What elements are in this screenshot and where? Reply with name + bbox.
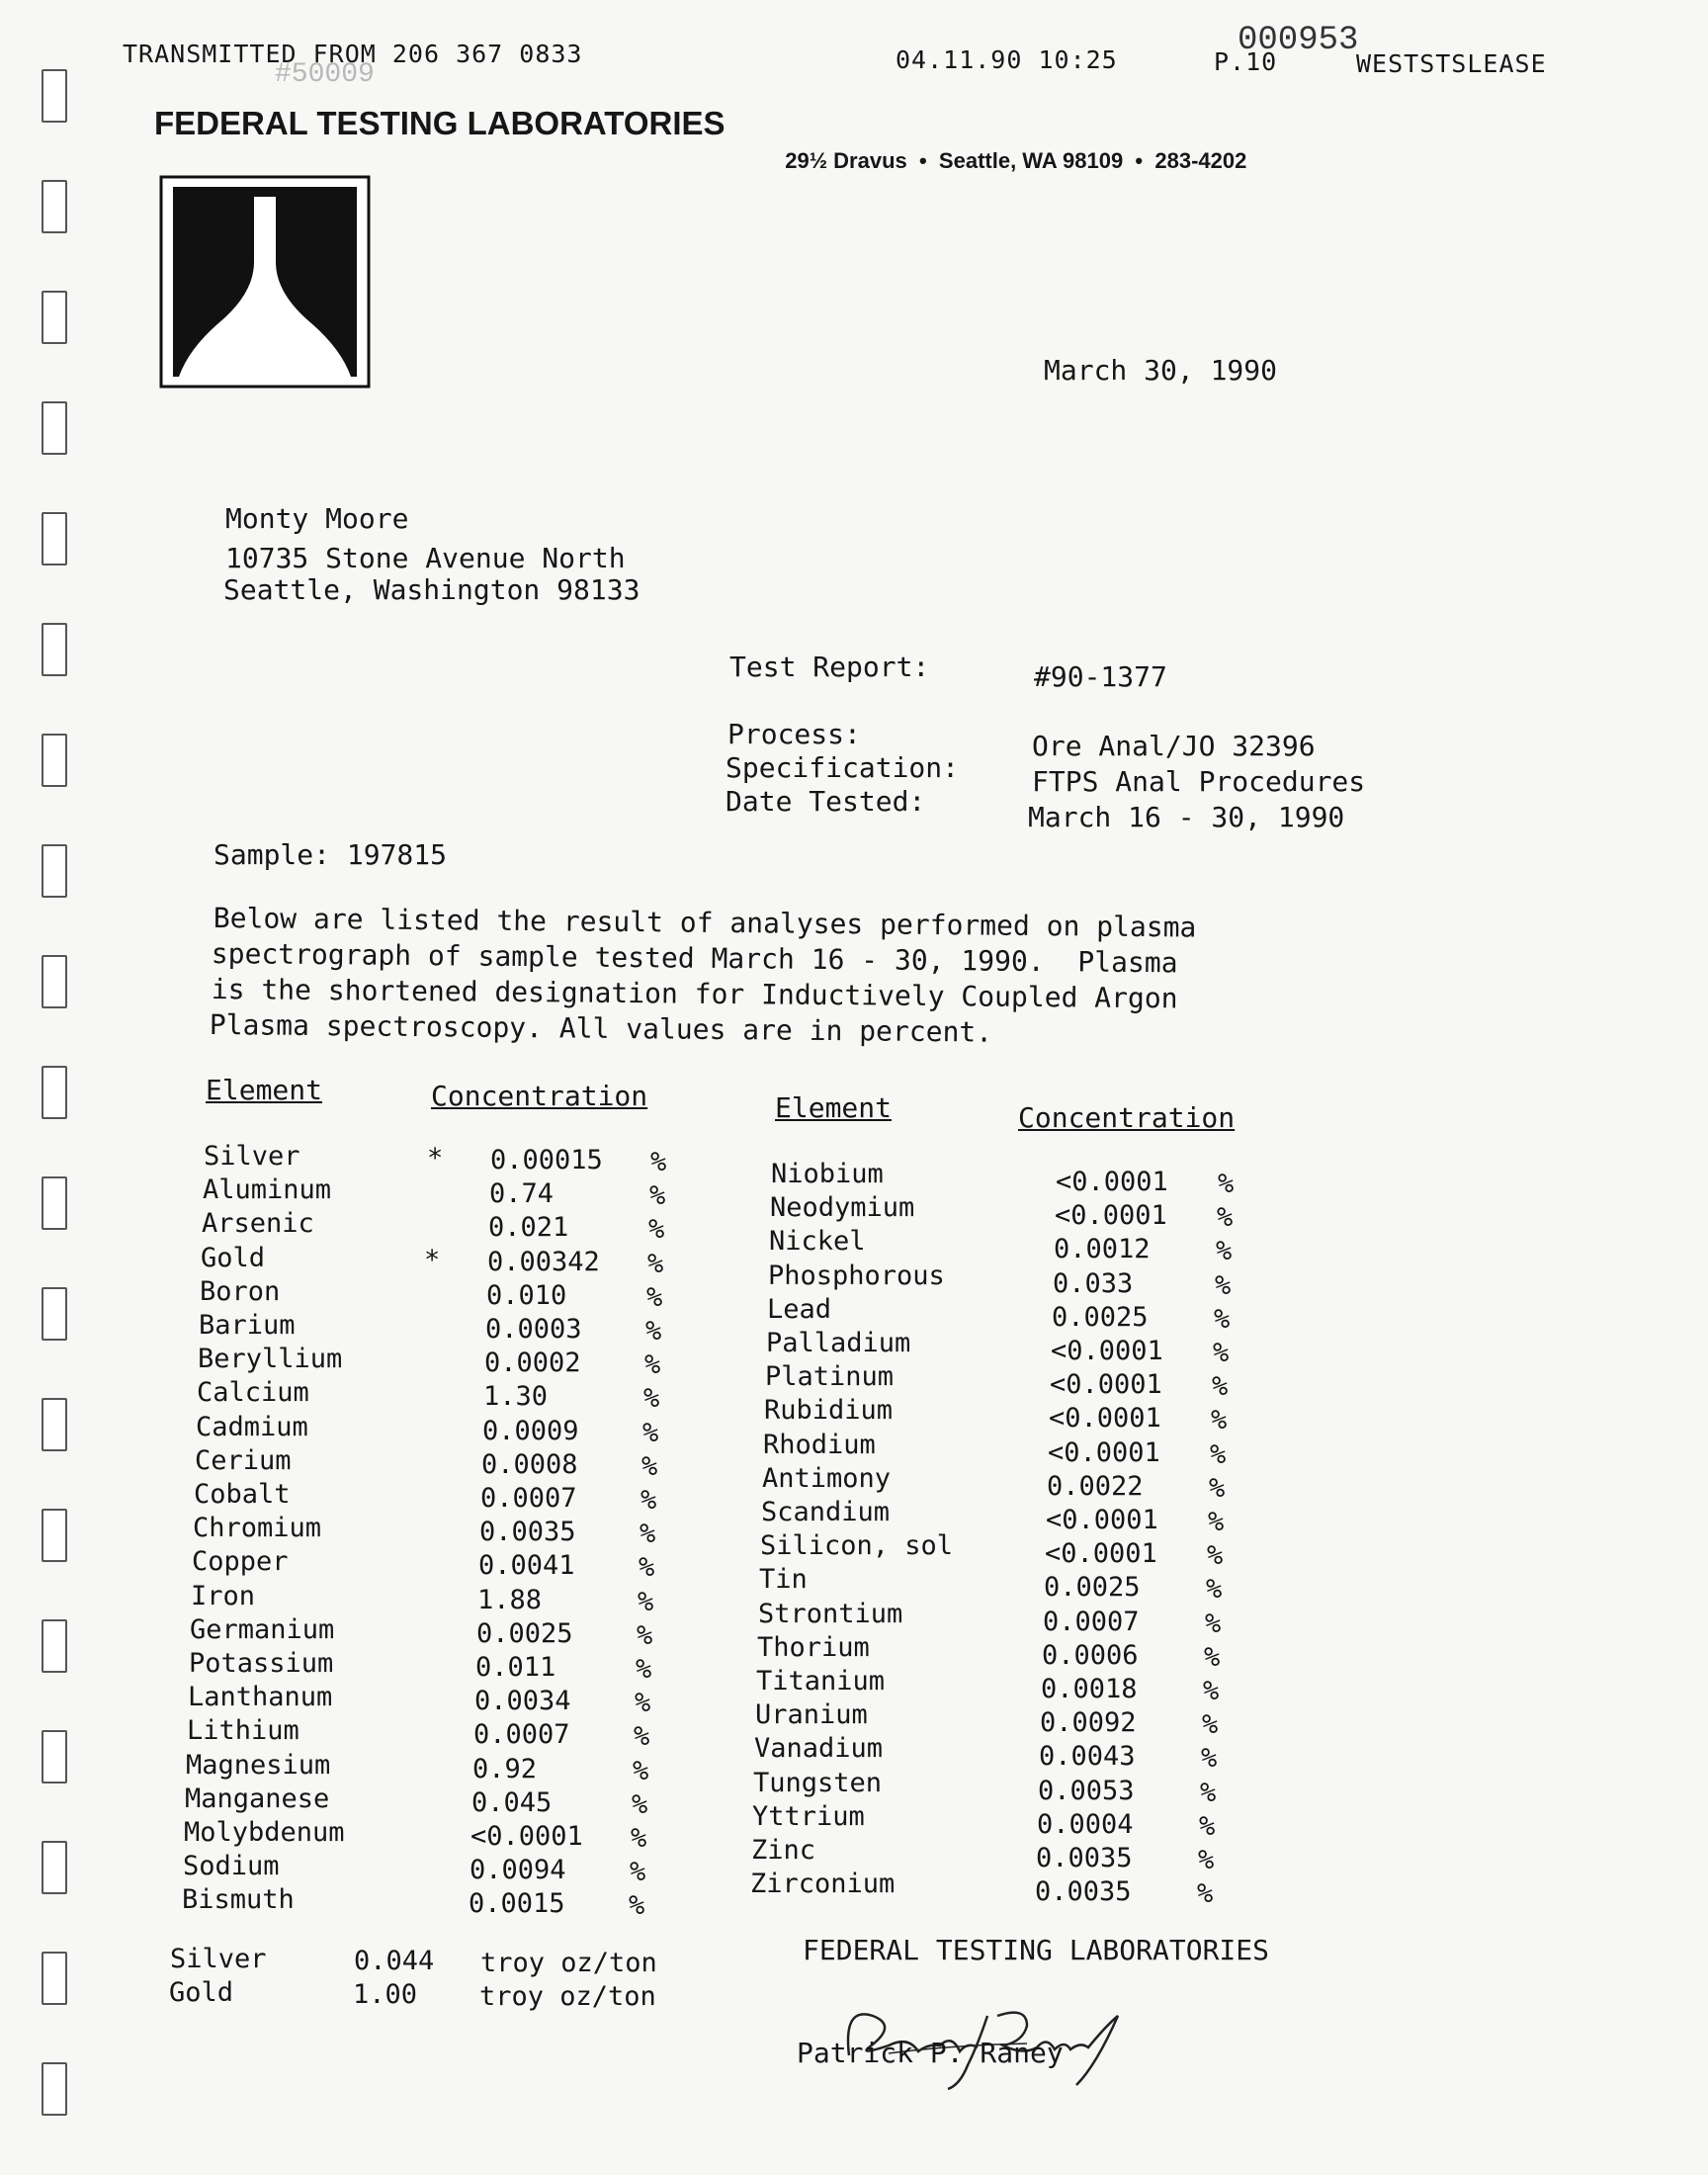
intro-line: Plasma spectroscopy. All values are in percent. bbox=[209, 1008, 993, 1049]
element-name: Zirconium bbox=[750, 1869, 896, 1900]
percent-unit: % bbox=[635, 1688, 651, 1719]
header-element-right: Element bbox=[775, 1091, 893, 1124]
percent-unit: % bbox=[1211, 1405, 1228, 1436]
element-name: Arsenic bbox=[202, 1208, 314, 1240]
element-name: Niobium bbox=[771, 1159, 884, 1189]
percent-unit: % bbox=[646, 1281, 663, 1313]
flag-mark: * bbox=[427, 1143, 444, 1174]
concentration-value: <0.0001 bbox=[1056, 1167, 1168, 1197]
concentration-value: 0.0007 bbox=[480, 1483, 577, 1514]
element-name: Iron bbox=[191, 1580, 256, 1611]
percent-unit: % bbox=[1215, 1269, 1232, 1301]
percent-unit: % bbox=[636, 1654, 652, 1685]
faint-number: #50009 bbox=[275, 59, 375, 90]
element-name: Molybdenum bbox=[184, 1817, 345, 1848]
concentration-value: 0.0025 bbox=[476, 1617, 573, 1649]
header-concentration-right: Concentration bbox=[1018, 1101, 1236, 1134]
concentration-value: 0.0006 bbox=[1042, 1639, 1139, 1671]
concentration-value: 0.0025 bbox=[1044, 1572, 1141, 1604]
percent-unit: % bbox=[1205, 1608, 1222, 1639]
element-name: Boron bbox=[200, 1275, 281, 1307]
element-name: Silicon, sol bbox=[760, 1530, 954, 1562]
element-name: Germanium bbox=[190, 1613, 335, 1645]
concentration-value: 1.88 bbox=[477, 1584, 543, 1615]
percent-unit: % bbox=[1197, 1878, 1214, 1910]
percent-unit: % bbox=[1200, 1777, 1217, 1808]
feed-hole bbox=[42, 1619, 67, 1673]
percent-unit: % bbox=[631, 1823, 647, 1854]
feed-hole bbox=[42, 1841, 67, 1894]
percent-unit: % bbox=[650, 1147, 667, 1177]
concentration-value: 0.74 bbox=[489, 1178, 555, 1210]
bullet-2: • bbox=[1123, 148, 1155, 173]
signature-company: FEDERAL TESTING LABORATORIES bbox=[803, 1934, 1270, 1966]
percent-unit: % bbox=[1206, 1574, 1223, 1606]
concentration-value: 0.0053 bbox=[1038, 1775, 1135, 1806]
flag-mark: * bbox=[424, 1244, 441, 1275]
letter-date: March 30, 1990 bbox=[1044, 354, 1278, 387]
stamp-number: 000953 bbox=[1238, 22, 1359, 59]
percent-unit: % bbox=[640, 1519, 656, 1550]
percent-unit: % bbox=[639, 1552, 655, 1584]
element-name: Tin bbox=[759, 1564, 808, 1596]
recipient-name: Monty Moore bbox=[225, 502, 409, 535]
concentration-value: 0.92 bbox=[472, 1753, 538, 1784]
percent-unit: % bbox=[1209, 1472, 1226, 1504]
percent-unit: % bbox=[644, 1349, 661, 1381]
specification-value: FTPS Anal Procedures bbox=[1032, 765, 1366, 798]
concentration-value: 0.0002 bbox=[484, 1348, 581, 1379]
concentration-value: 0.010 bbox=[486, 1279, 567, 1311]
element-name: Antimony bbox=[762, 1462, 892, 1494]
intro-line: Below are listed the result of analyses performed on plasma bbox=[213, 902, 1197, 944]
percent-unit: % bbox=[633, 1755, 649, 1786]
feed-hole bbox=[42, 291, 67, 344]
percent-unit: % bbox=[1202, 1709, 1219, 1741]
concentration-value: 0.00342 bbox=[487, 1246, 600, 1277]
concentration-value: 0.0003 bbox=[485, 1314, 582, 1345]
letterhead-address bbox=[773, 123, 1246, 174]
concentration-value: 0.0015 bbox=[469, 1888, 565, 1920]
letterhead-city: Seattle, WA 98109 bbox=[938, 148, 1124, 173]
element-name: Chromium bbox=[193, 1513, 322, 1544]
percent-unit: % bbox=[1203, 1676, 1220, 1706]
troy-element: Gold bbox=[169, 1977, 234, 2008]
concentration-value: 0.0018 bbox=[1041, 1674, 1138, 1704]
troy-element: Silver bbox=[170, 1944, 267, 1974]
percent-unit: % bbox=[640, 1485, 657, 1516]
element-name: Lithium bbox=[187, 1715, 299, 1747]
concentration-value: 0.0012 bbox=[1054, 1234, 1151, 1265]
element-name: Lanthanum bbox=[188, 1682, 333, 1713]
percent-unit: % bbox=[1208, 1507, 1225, 1537]
element-name: Rubidium bbox=[764, 1395, 894, 1427]
concentration-value: <0.0001 bbox=[1048, 1436, 1160, 1468]
concentration-value: <0.0001 bbox=[1051, 1336, 1163, 1366]
concentration-value: 1.30 bbox=[483, 1381, 549, 1413]
feed-hole bbox=[42, 69, 67, 123]
element-name: Potassium bbox=[189, 1648, 334, 1679]
percent-unit: % bbox=[634, 1721, 650, 1753]
date-tested-label: Date Tested: bbox=[726, 785, 926, 818]
feed-hole bbox=[42, 1509, 67, 1562]
concentration-value: 0.0025 bbox=[1052, 1301, 1149, 1333]
element-name: Thorium bbox=[757, 1631, 870, 1663]
element-name: Silver bbox=[204, 1141, 300, 1172]
percent-unit: % bbox=[1199, 1810, 1216, 1842]
feed-hole bbox=[42, 844, 67, 898]
troy-unit: troy oz/ton bbox=[479, 1981, 656, 2012]
concentration-value: 0.0041 bbox=[478, 1550, 575, 1582]
concentration-value: 0.0043 bbox=[1039, 1741, 1136, 1773]
element-name: Tungsten bbox=[753, 1767, 883, 1798]
fax-page: P.10 bbox=[1214, 47, 1278, 76]
concentration-value: <0.0001 bbox=[1050, 1369, 1162, 1401]
concentration-value: 0.0092 bbox=[1040, 1707, 1137, 1739]
bullet-1: • bbox=[906, 148, 939, 173]
signer-name: Patrick P. Raney bbox=[797, 2037, 1064, 2069]
concentration-value: 0.00015 bbox=[490, 1145, 603, 1175]
element-name: Yttrium bbox=[752, 1800, 865, 1832]
feed-hole bbox=[42, 1952, 67, 2005]
percent-unit: % bbox=[1213, 1338, 1230, 1368]
element-name: Gold bbox=[201, 1242, 266, 1273]
element-name: Cobalt bbox=[194, 1479, 291, 1510]
element-name: Sodium bbox=[183, 1851, 280, 1882]
element-name: Zinc bbox=[751, 1835, 816, 1866]
feed-hole bbox=[42, 1730, 67, 1784]
concentration-value: 0.033 bbox=[1053, 1267, 1134, 1299]
percent-unit: % bbox=[1210, 1438, 1227, 1470]
feed-hole bbox=[42, 180, 67, 233]
percent-unit: % bbox=[1216, 1236, 1233, 1267]
element-name: Platinum bbox=[765, 1361, 895, 1393]
concentration-value: <0.0001 bbox=[1049, 1403, 1161, 1435]
specification-label: Specification: bbox=[726, 751, 960, 784]
letterhead-street: 29½ Dravus bbox=[785, 148, 907, 173]
percent-unit: % bbox=[1207, 1540, 1224, 1572]
percent-unit: % bbox=[1198, 1845, 1215, 1875]
percent-unit: % bbox=[647, 1248, 664, 1279]
letterhead-phone: 283-4202 bbox=[1154, 148, 1247, 173]
percent-unit: % bbox=[638, 1586, 654, 1617]
concentration-value: 0.0035 bbox=[479, 1517, 576, 1548]
fax-datetime: 04.11.90 10:25 bbox=[896, 45, 1118, 74]
recipient-street: 10735 Stone Avenue North bbox=[225, 542, 626, 574]
concentration-value: <0.0001 bbox=[470, 1821, 583, 1852]
percent-unit: % bbox=[645, 1316, 662, 1347]
flask-logo-icon bbox=[159, 175, 371, 389]
element-name: Strontium bbox=[758, 1598, 903, 1629]
concentration-value: <0.0001 bbox=[1045, 1538, 1157, 1570]
letterhead-name: FEDERAL TESTING LABORATORIES bbox=[154, 105, 726, 141]
element-name: Bismuth bbox=[182, 1884, 295, 1916]
element-name: Copper bbox=[192, 1546, 289, 1578]
percent-unit: % bbox=[641, 1450, 658, 1482]
feed-hole bbox=[42, 623, 67, 676]
percent-unit: % bbox=[1214, 1303, 1231, 1335]
sample-number: Sample: 197815 bbox=[214, 838, 448, 871]
percent-unit: % bbox=[637, 1619, 653, 1651]
recipient-city: Seattle, Washington 98133 bbox=[223, 573, 640, 606]
concentration-value: 0.0004 bbox=[1037, 1808, 1134, 1840]
date-tested-value: March 16 - 30, 1990 bbox=[1028, 801, 1345, 833]
intro-line: is the shortened designation for Inductively Coupled Argon bbox=[211, 973, 1178, 1015]
element-name: Cadmium bbox=[196, 1411, 308, 1442]
concentration-value: 0.0035 bbox=[1035, 1876, 1132, 1908]
fax-sender: WESTSTSLEASE bbox=[1356, 49, 1547, 78]
percent-unit: % bbox=[629, 1890, 645, 1922]
concentration-value: 0.0034 bbox=[474, 1686, 571, 1717]
concentration-value: 0.0007 bbox=[473, 1719, 570, 1751]
concentration-value: 0.045 bbox=[471, 1786, 553, 1818]
percent-unit: % bbox=[649, 1180, 666, 1212]
lab-logo bbox=[140, 156, 352, 370]
element-name: Phosphorous bbox=[768, 1260, 945, 1291]
percent-unit: % bbox=[643, 1383, 660, 1415]
element-name: Uranium bbox=[755, 1699, 868, 1731]
troy-unit: troy oz/ton bbox=[480, 1948, 657, 1978]
feed-hole bbox=[42, 1287, 67, 1341]
element-name: Nickel bbox=[769, 1226, 866, 1258]
element-name: Scandium bbox=[761, 1497, 891, 1527]
concentration-value: 0.0022 bbox=[1047, 1470, 1144, 1502]
concentration-value: 0.0007 bbox=[1043, 1606, 1140, 1637]
percent-unit: % bbox=[648, 1214, 665, 1246]
test-report-label: Test Report: bbox=[729, 651, 930, 683]
feed-hole bbox=[42, 1066, 67, 1119]
element-name: Palladium bbox=[766, 1328, 911, 1358]
concentration-value: 0.0094 bbox=[470, 1855, 566, 1886]
element-name: Cerium bbox=[195, 1444, 292, 1476]
element-name: Beryllium bbox=[198, 1344, 343, 1375]
percent-unit: % bbox=[1218, 1169, 1235, 1199]
element-name: Titanium bbox=[756, 1666, 886, 1696]
feed-hole bbox=[42, 955, 67, 1008]
concentration-value: 0.011 bbox=[475, 1652, 556, 1683]
element-name: Vanadium bbox=[754, 1733, 884, 1765]
element-name: Aluminum bbox=[203, 1174, 332, 1206]
feed-hole bbox=[42, 512, 67, 566]
percent-unit: % bbox=[1217, 1202, 1234, 1234]
element-name: Lead bbox=[767, 1293, 832, 1325]
concentration-value: 0.021 bbox=[488, 1212, 569, 1244]
concentration-value: 0.0009 bbox=[482, 1415, 579, 1446]
element-name: Barium bbox=[199, 1310, 296, 1341]
percent-unit: % bbox=[632, 1788, 648, 1820]
percent-unit: % bbox=[642, 1417, 659, 1448]
percent-unit: % bbox=[1201, 1743, 1218, 1775]
element-name: Magnesium bbox=[186, 1749, 331, 1781]
process-value: Ore Anal/JO 32396 bbox=[1032, 730, 1316, 762]
feed-hole bbox=[42, 734, 67, 787]
concentration-value: 0.0008 bbox=[481, 1448, 578, 1480]
element-name: Manganese bbox=[185, 1783, 330, 1814]
percent-unit: % bbox=[1204, 1641, 1221, 1673]
feed-hole bbox=[42, 2062, 67, 2116]
troy-value: 0.044 bbox=[354, 1946, 435, 1976]
feed-hole bbox=[42, 401, 67, 455]
feed-hole bbox=[42, 1176, 67, 1230]
element-name: Calcium bbox=[197, 1377, 309, 1409]
concentration-value: 0.0035 bbox=[1036, 1843, 1133, 1873]
percent-unit: % bbox=[630, 1857, 646, 1888]
process-label: Process: bbox=[727, 718, 861, 750]
concentration-value: <0.0001 bbox=[1055, 1200, 1167, 1232]
header-element-left: Element bbox=[206, 1074, 323, 1106]
troy-value: 1.00 bbox=[353, 1979, 418, 2010]
concentration-value: <0.0001 bbox=[1046, 1505, 1158, 1535]
header-concentration-left: Concentration bbox=[431, 1080, 648, 1112]
element-name: Neodymium bbox=[770, 1192, 915, 1224]
fax-transmitted-from: TRANSMITTED FROM 206 367 0833 bbox=[123, 40, 583, 68]
percent-unit: % bbox=[1212, 1371, 1229, 1403]
intro-line: spectrograph of sample tested March 16 - 30, 1990. Plasma bbox=[211, 937, 1178, 980]
element-name: Rhodium bbox=[763, 1429, 876, 1460]
feed-hole bbox=[42, 1398, 67, 1451]
test-report-value: #90-1377 bbox=[1034, 660, 1167, 693]
